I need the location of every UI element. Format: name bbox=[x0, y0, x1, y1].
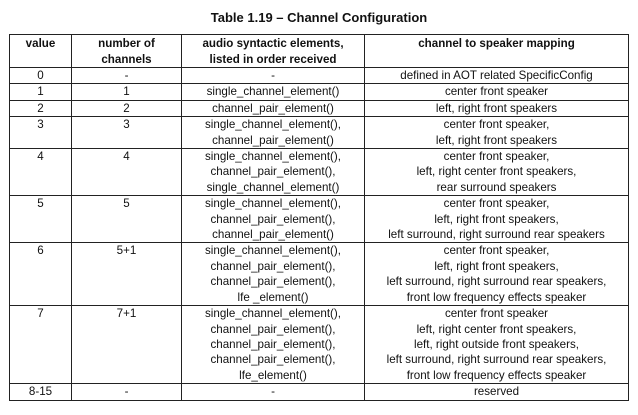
header-channels bbox=[72, 35, 182, 68]
value-text: 4 bbox=[37, 150, 44, 164]
element-line: - bbox=[271, 69, 275, 82]
cell-value bbox=[10, 117, 72, 149]
cell-elements bbox=[182, 84, 365, 100]
cell-elements bbox=[182, 384, 365, 400]
mapping-line: left, right center front speakers, bbox=[416, 322, 577, 336]
element-line: single_channel_element() bbox=[206, 180, 340, 194]
cell-elements bbox=[182, 117, 365, 149]
header-channels-line2: channels bbox=[101, 52, 152, 66]
mapping-line: defined in AOT related SpecificConfig bbox=[400, 69, 593, 82]
channels-text: 7+1 bbox=[116, 307, 137, 321]
cell-elements bbox=[182, 306, 365, 384]
cell-channels bbox=[72, 196, 182, 243]
mapping-line: front low frequency effects speaker bbox=[406, 368, 587, 382]
value-text: 2 bbox=[37, 101, 44, 115]
mapping-line: left surround, right surround rear speakers bbox=[388, 228, 605, 242]
table-row bbox=[10, 149, 629, 196]
channels-text: - bbox=[124, 69, 129, 82]
header-value-label: value bbox=[25, 37, 56, 50]
table-row bbox=[10, 196, 629, 243]
cell-mapping bbox=[365, 149, 629, 196]
cell-mapping bbox=[365, 384, 629, 400]
mapping-line: left, right front speakers, bbox=[434, 212, 559, 226]
cell-elements bbox=[182, 68, 365, 84]
cell-mapping bbox=[365, 100, 629, 116]
element-line: channel_pair_element() bbox=[212, 133, 334, 147]
element-line: channel_pair_element(), bbox=[210, 353, 336, 367]
cell-channels bbox=[72, 149, 182, 196]
element-line: single_channel_element(), bbox=[205, 244, 341, 258]
cell-channels bbox=[72, 100, 182, 116]
table-title: Table 1.19 – Channel Configuration bbox=[210, 10, 428, 25]
element-line: single_channel_element(), bbox=[205, 307, 341, 321]
element-line: channel_pair_element(), bbox=[210, 337, 336, 351]
element-line: lfe_element() bbox=[239, 368, 307, 382]
cell-elements bbox=[182, 196, 365, 243]
mapping-line: left, right front speakers bbox=[435, 101, 558, 115]
table-row bbox=[10, 84, 629, 100]
value-text: 1 bbox=[37, 85, 44, 99]
mapping-line: left, right outside front speakers, bbox=[414, 337, 579, 351]
table-row bbox=[10, 243, 629, 306]
cell-elements bbox=[182, 243, 365, 306]
value-text: 8-15 bbox=[28, 385, 53, 399]
value-text: 3 bbox=[37, 118, 44, 132]
cell-mapping bbox=[365, 84, 629, 100]
mapping-line: center front speaker, bbox=[443, 197, 550, 211]
channels-text: 4 bbox=[123, 150, 130, 164]
cell-value bbox=[10, 196, 72, 243]
header-value bbox=[10, 35, 72, 68]
value-text: 6 bbox=[37, 244, 44, 258]
cell-channels bbox=[72, 306, 182, 384]
channel-configuration-table bbox=[9, 34, 629, 401]
element-line: single_channel_element(), bbox=[205, 150, 341, 164]
table-row bbox=[10, 68, 629, 84]
mapping-line: left surround, right surround rear speakers, bbox=[386, 353, 607, 367]
cell-value bbox=[10, 306, 72, 384]
table-row bbox=[10, 100, 629, 116]
mapping-line: center front speaker, bbox=[443, 118, 550, 132]
cell-elements bbox=[182, 100, 365, 116]
mapping-line: left, right center front speakers, bbox=[416, 165, 577, 179]
mapping-line: center front speaker, bbox=[443, 244, 550, 258]
element-line: channel_pair_element(), bbox=[210, 275, 336, 289]
header-elements-line2: listed in order received bbox=[209, 52, 337, 66]
value-text: 7 bbox=[37, 307, 44, 321]
cell-channels bbox=[72, 117, 182, 149]
element-line: single_channel_element() bbox=[206, 85, 340, 99]
cell-channels bbox=[72, 384, 182, 400]
table-row bbox=[10, 306, 629, 384]
channels-text: 5+1 bbox=[116, 244, 137, 258]
table-row bbox=[10, 384, 629, 400]
channels-text: 5 bbox=[123, 197, 130, 211]
header-mapping-label: channel to speaker mapping bbox=[418, 37, 575, 50]
header-elements-line1: audio syntactic elements, bbox=[202, 37, 344, 50]
cell-value bbox=[10, 68, 72, 84]
element-line: channel_pair_element(), bbox=[210, 259, 336, 273]
element-line: single_channel_element(), bbox=[205, 197, 341, 211]
cell-value bbox=[10, 384, 72, 400]
header-row bbox=[10, 35, 629, 68]
cell-value bbox=[10, 149, 72, 196]
mapping-line: left, right front speakers, bbox=[434, 259, 559, 273]
mapping-line: rear surround speakers bbox=[436, 180, 557, 194]
channels-text: 2 bbox=[123, 101, 130, 115]
header-channels-line1: number of bbox=[98, 37, 155, 50]
cell-mapping bbox=[365, 196, 629, 243]
element-line: channel_pair_element() bbox=[212, 228, 334, 242]
mapping-line: center front speaker bbox=[444, 307, 549, 321]
mapping-line: front low frequency effects speaker bbox=[406, 290, 587, 304]
cell-mapping bbox=[365, 117, 629, 149]
header-elements bbox=[182, 35, 365, 68]
channels-text: 1 bbox=[123, 85, 130, 99]
cell-channels bbox=[72, 243, 182, 306]
value-text: 0 bbox=[37, 69, 44, 82]
cell-mapping bbox=[365, 243, 629, 306]
cell-value bbox=[10, 100, 72, 116]
element-line: channel_pair_element(), bbox=[210, 212, 336, 226]
cell-channels bbox=[72, 68, 182, 84]
channels-text: - bbox=[124, 385, 129, 399]
cell-mapping bbox=[365, 306, 629, 384]
cell-elements bbox=[182, 149, 365, 196]
mapping-line: reserved bbox=[473, 385, 520, 399]
element-line: single_channel_element(), bbox=[205, 118, 341, 132]
table-row bbox=[10, 117, 629, 149]
cell-channels bbox=[72, 84, 182, 100]
mapping-line: left surround, right surround rear speakers, bbox=[386, 275, 607, 289]
channels-text: 3 bbox=[123, 118, 130, 132]
header-mapping bbox=[365, 35, 629, 68]
mapping-line: left, right front speakers bbox=[435, 133, 558, 147]
cell-value bbox=[10, 84, 72, 100]
element-line: channel_pair_element() bbox=[212, 101, 334, 115]
cell-mapping bbox=[365, 68, 629, 84]
element-line: - bbox=[271, 385, 275, 399]
value-text: 5 bbox=[37, 197, 44, 211]
mapping-line: center front speaker, bbox=[443, 150, 550, 164]
element-line: lfe _element() bbox=[237, 290, 309, 304]
element-line: channel_pair_element(), bbox=[210, 322, 336, 336]
element-line: channel_pair_element(), bbox=[210, 165, 336, 179]
mapping-line: center front speaker bbox=[444, 85, 549, 99]
cell-value bbox=[10, 243, 72, 306]
